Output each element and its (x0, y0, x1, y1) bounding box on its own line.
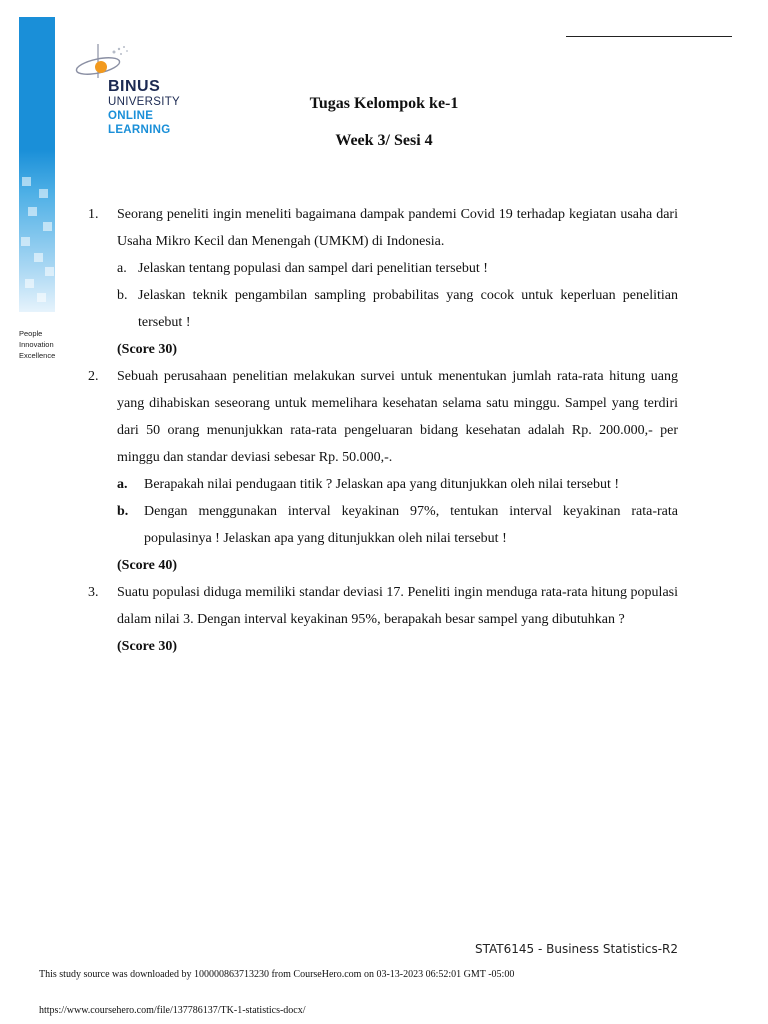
question-text: Sebuah perusahaan penelitian melakukan survei untuk menentukan jumlah rata-rata hitung uang yang dihabiskan seseorang untuk memelihara kesehatan selama satu minggu. Sampel yang terdiri dari 50 orang menunjukkan rata-rata pengeluaran bidang kesehatan adalah Rp. 200.000,- per minggu dan standar deviasi sebesar Rp. 50.000,-. (117, 369, 678, 465)
tagline-line: Innovation (19, 340, 54, 349)
sub-question-a (117, 471, 678, 498)
sub-question-text: Jelaskan teknik pengambilan sampling probabilitas yang cocok untuk keperluan penelitian tersebut ! (138, 288, 678, 330)
source-url-link[interactable]: https://www.coursehero.com/file/137786137/TK-1-statistics-docx/ (39, 1005, 306, 1016)
logo-learning-text: LEARNING (108, 124, 171, 136)
score-label: (Score 40) (117, 558, 177, 573)
binus-logo-icon (74, 38, 134, 80)
question-1 (88, 201, 678, 363)
sub-letter: b. (117, 504, 129, 519)
sub-question-text: Jelaskan tentang populasi dan sampel dari penelitian tersebut ! (138, 261, 488, 276)
sub-question-b (117, 498, 678, 552)
sub-letter: a. (117, 261, 127, 276)
question-text: Suatu populasi diduga memiliki standar deviasi 17. Peneliti ingin menduga rata-rata hitung populasi dalam nilai 3. Dengan interval keyakinan 95%, berapakah besar sampel yang dibutuhkan ? (117, 585, 678, 627)
sub-question-b (117, 282, 678, 336)
side-decorative-strip (19, 17, 55, 312)
logo-binus-text: BINUS (108, 78, 161, 95)
sub-question-text: Dengan menggunakan interval keyakinan 97%, tentukan interval keyakinan rata-rata populasinya ! Jelaskan apa yang ditunjukkan oleh nilai tersebut ! (144, 504, 678, 546)
score-label: (Score 30) (117, 639, 177, 654)
sub-question-a (117, 255, 678, 282)
sub-letter: a. (117, 477, 128, 492)
logo-university-text: UNIVERSITY (108, 96, 181, 108)
sub-question-text: Berapakah nilai pendugaan titik ? Jelaskan apa yang ditunjukkan oleh nilai tersebut ! (144, 477, 620, 492)
course-code: STAT6145 - Business Statistics-R2 (474, 942, 678, 956)
tagline-line: Excellence (19, 351, 56, 360)
question-number: 1. (88, 207, 99, 222)
logo-online-text: ONLINE (108, 110, 154, 122)
top-right-rule (566, 36, 732, 37)
document-title: Tugas Kelompok ke-1 (309, 95, 459, 112)
assignment-content (88, 201, 678, 660)
question-number: 2. (88, 369, 99, 384)
question-text: Seorang peneliti ingin meneliti bagaimana dampak pandemi Covid 19 terhadap kegiatan usaha dari Usaha Mikro Kecil dan Menengah (UMKM) di Indonesia. (117, 207, 678, 249)
brand-tagline (19, 328, 55, 361)
sub-letter: b. (117, 288, 128, 303)
score-label: (Score 30) (117, 342, 177, 357)
tagline-line: People (19, 329, 43, 338)
document-subtitle: Week 3/ Sesi 4 (335, 132, 433, 149)
question-3 (88, 579, 678, 660)
binus-logo (72, 38, 187, 143)
question-number: 3. (88, 585, 99, 600)
download-note: This study source was downloaded by 100000863713230 from CourseHero.com on 03-13-2023 06:52:01 GMT -05:00 (39, 969, 515, 980)
question-2 (88, 363, 678, 579)
